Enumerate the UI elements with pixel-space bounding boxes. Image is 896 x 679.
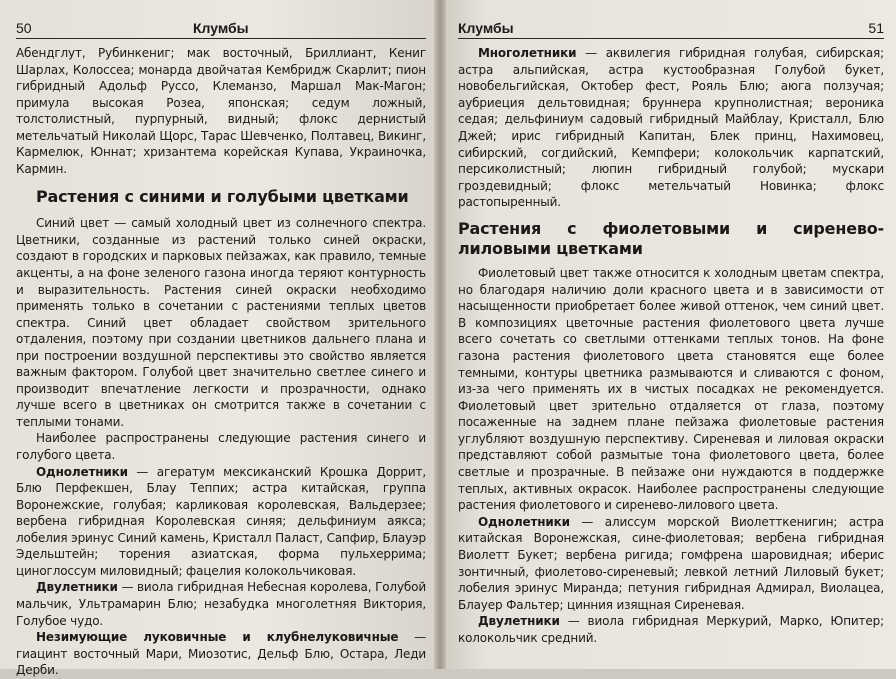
category-label: Двулетники — [36, 580, 118, 595]
plant-list-text: — аквилегия гибридная голубая, сибирская; астра альпийская, астра кустообразная Голубой букет, новобельгийская, Октобер фест, Рояль Блю; аюга ползучая; аубриеция дельтовидная; бруннера крупнолистная; вероника седая; дельфиниум садовый гибридный Майблау, Кристалл, Блю Джей; ирис гибридный Капитан, Блек принц, Нахимовец, сибирский, согдийский, Кемпфери; колокольчик карпатский, персиколистный; люпин гибридный голубой; мускари гроздевидный; флокс метельчатый Новинка; флокс растопыренный. — [458, 46, 884, 210]
page-number: 50 — [16, 20, 32, 36]
plant-list-text: — агератум мексиканский Крошка Доррит, Блю Перфекшен, Блау Теппих; астра китайская, группа Воронежские, голубая; карликовая королевская, Вальдерзее; вербена гибридная Королевская синяя; дельфиниум аякса; лобелия эринус Синий камень, Кристалл Паласт, Сапфир, Блауэр Эдельштейн; торения азиатская, форма пульхеррима; циноглоссум миловидный; фацелия колокольчиковая. — [16, 464, 426, 578]
body-paragraph: Наиболее распространены следующие растения синего и голубого цвета. — [16, 431, 426, 463]
right-page-header — [458, 16, 884, 39]
category-label: Двулетники — [478, 614, 560, 629]
continuation-paragraph: Абендглут, Рубинкениг; мак восточный, Бриллиант, Кениг Шарлах, Колоссеа; монарда двойчатая Кембридж Скарлит; пион гибридный Адольф Руссо, Клеманзо, Маршал Мак-Магон; примула высокая Розеа, японская; седум ложный, толстолистный, пурпурный, видный; флокс дернистый метельчатый Николай Щорс, Тарас Шевченко, Полтавец, Викинг, Кармелюк, Юннат; хризантема корейская Купава, Украиночка, Кармин. — [16, 46, 426, 176]
plant-list-biennials — [16, 579, 426, 629]
left-page-body — [16, 45, 426, 679]
body-paragraph: Фиолетовый цвет также относится к холодным цветам спектра, но благодаря наличию доли красного цвета и в зависимости от насыщенности приобретает более живой оттенок, чем синий цвет. В композициях цветочные растения фиолетового цвета лучше всего сочетать со светлыми оттенками теплых тонов. На фоне газона растения фиолетового цвета становятся еще более темными, контуры цветника размываются и сливаются с фоном, из-за чего применять их в чистых посадках не рекомендуется. Фиолетовый цвет зрительно отдаляется от глаза, поэтому посаженные на заднем плане пейзажа фиолетовые растения углубляют воздушную перспективу. Сиреневая и лиловая окраски представляют собой размытые тона фиолетового цвета, более светлые и прозрачные. В пейзаже они нуждаются в поддержке теплых, активных окрасок. Наиболее распространены следующие растения фиолетового и сиренево-лилового цвета. — [458, 265, 884, 513]
right-page — [440, 0, 896, 669]
left-page — [0, 0, 440, 678]
plant-list-text: — гиацинт восточный Мари, Миозотис, Дельф Блю, Остара, Леди Дерби. — [16, 630, 426, 678]
plant-list-bulbs — [16, 629, 426, 679]
category-label: Однолетники — [36, 464, 128, 479]
section-heading: Растения с синими и голубыми цветками — [36, 187, 409, 207]
left-page-header — [16, 16, 426, 39]
book-gutter — [434, 0, 446, 669]
category-label: Незимующие луковичные и клубнелуковичные — [36, 630, 399, 645]
plant-list-biennials — [458, 613, 884, 646]
plant-list-annuals — [16, 464, 426, 580]
plant-list-text: — виола гибридная Небесная королева, Голубой мальчик, Ультрамарин Блю; незабудка многолетняя Виктория, Голубое чудо. — [16, 580, 426, 628]
category-label: Многолетники — [478, 46, 577, 60]
category-label: Однолетники — [478, 514, 570, 529]
plant-list-text: — виола гибридная Меркурий, Марко, Юпитер; колокольчик средний. — [458, 614, 884, 645]
running-title: Клумбы — [458, 20, 514, 36]
body-paragraph: Синий цвет — самый холодный цвет из солнечного спектра. Цветники, созданные из растений только синей окраски, создают в городских и парковых пейзажах, как правило, темные акценты, а на фоне зеленого газона иногда теряют контурность и выразительность. Растения синей окраски необходимо применять только в сочетании с растениями теплых цветов спектра. Синий цвет обладает свойством зрительного отдаления, поэтому при создании цветников дальнего плана и при построении воздушной перспективы это свойство является важным фактором. Голубой цвет значительно светлее синего и производит впечатление легкости и прозрачности, однако лучше всего в цветниках он смотрится также в сочетании с теплыми тонами. — [16, 216, 426, 429]
plant-list-text: — алиссум морской Виолетткенигин; астра китайская Воронежская, сине-фиолетовая; вербена гибридная Виолетт Букет; вербена ригида; гомфрена шаровидная; иберис зонтичный, фиолетово-сиреневый; левкой летний Лиловый букет; лобелия эринус Миранда; петуния гибридная Адмирал, Виолацеа, Блауер Фальтер; цинния изящная Сиреневая. — [458, 514, 884, 612]
running-title: Клумбы — [192, 20, 249, 36]
page-number: 51 — [868, 20, 884, 36]
plant-list-perennials — [458, 45, 884, 211]
section-heading: Растения с фиолетовыми и сиренево-лиловыми цветками — [458, 218, 884, 258]
right-page-body — [458, 45, 884, 647]
plant-list-annuals — [458, 514, 884, 614]
